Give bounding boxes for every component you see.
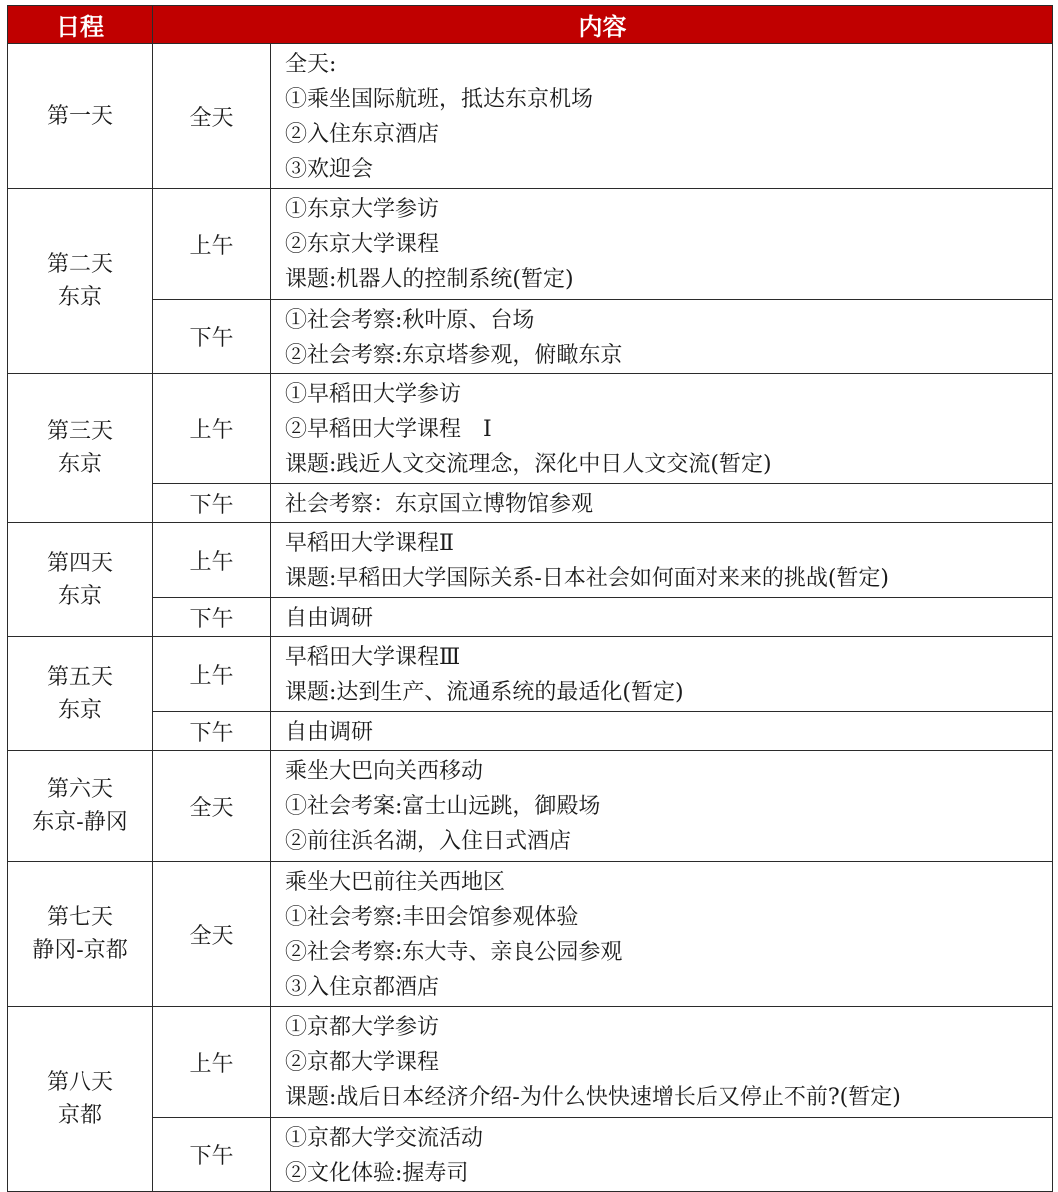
content-line: ②入住东京酒店 (285, 122, 440, 147)
day-location: 东京 (57, 583, 102, 609)
schedule-row (8, 523, 1053, 598)
day-label: 第七天 (46, 905, 113, 930)
schedule-row (8, 637, 1053, 712)
period-cell: 上午 (153, 523, 271, 598)
content-cell (271, 189, 1053, 300)
day-cell (8, 751, 153, 862)
content-line: ②社会考察:东大寺、亲良公园参观 (285, 940, 623, 965)
period-cell: 下午 (153, 1118, 271, 1192)
day-location: 东京 (57, 697, 102, 723)
content-line: ②京都大学课程 (285, 1050, 440, 1075)
period-cell: 全天 (153, 862, 271, 1007)
header-content: 内容 (153, 6, 1053, 44)
period-cell: 下午 (153, 598, 271, 637)
period-cell: 上午 (153, 374, 271, 484)
content-line: ①京都大学参访 (285, 1015, 440, 1040)
content-line: ①东京大学参访 (285, 197, 440, 222)
content-cell (271, 484, 1053, 523)
period-cell: 上午 (153, 1007, 271, 1118)
content-line: 乘坐大巴向关西移动 (285, 759, 484, 784)
content-line: 课题:战后日本经济介绍-为什么快快速增长后又停止不前?(暂定) (285, 1085, 901, 1110)
schedule-row (8, 374, 1053, 484)
day-label: 第五天 (46, 664, 113, 690)
content-line: ②前往浜名湖，入住日式酒店 (285, 829, 572, 854)
day-cell (8, 44, 153, 189)
content-line: ①社会考察:秋叶原、台场 (285, 308, 535, 333)
content-cell (271, 751, 1053, 862)
content-line: ②社会考察:东京塔参观，俯瞰东京 (285, 343, 623, 368)
content-line: ①早稻田大学参访 (285, 382, 462, 407)
content-line: ③欢迎会 (285, 157, 374, 182)
schedule-row (8, 751, 1053, 862)
day-location: 京都 (57, 1103, 102, 1128)
day-location: 东京-静冈 (32, 810, 128, 835)
schedule-row (8, 1118, 1053, 1192)
schedule-row (8, 712, 1053, 751)
content-cell (271, 523, 1053, 598)
day-label: 第六天 (46, 777, 113, 802)
content-cell (271, 300, 1053, 374)
content-line: 自由调研 (285, 720, 374, 745)
day-cell (8, 374, 153, 523)
schedule-row (8, 484, 1053, 523)
schedule-row (8, 1007, 1053, 1118)
day-cell (8, 189, 153, 374)
content-cell (271, 44, 1053, 189)
day-label: 第八天 (46, 1070, 113, 1095)
content-line: ①京都大学交流活动 (285, 1126, 484, 1151)
period-cell: 下午 (153, 712, 271, 751)
day-cell (8, 637, 153, 751)
schedule-row (8, 189, 1053, 300)
period-cell: 上午 (153, 637, 271, 712)
content-line: ①乘坐国际航班，抵达东京机场 (285, 87, 594, 112)
content-line: 早稻田大学课程Ⅲ (285, 645, 461, 670)
schedule-row (8, 300, 1053, 374)
content-line: ②文化体验:握寿司 (285, 1161, 469, 1186)
content-line: ②早稻田大学课程 Ⅰ (285, 417, 492, 442)
day-label: 第三天 (46, 419, 113, 444)
schedule-row (8, 598, 1053, 637)
content-cell (271, 712, 1053, 751)
schedule-table (7, 5, 1053, 1192)
content-line: 社会考察：东京国立博物馆参观 (285, 492, 594, 517)
content-line: 课题:践近人文交流理念，深化中日人文交流(暂定) (285, 452, 772, 477)
day-cell (8, 862, 153, 1007)
day-label: 第四天 (46, 550, 113, 576)
content-line: 早稻田大学课程Ⅱ (285, 531, 454, 556)
header-row (8, 6, 1053, 44)
day-label: 第一天 (46, 103, 113, 129)
content-cell (271, 598, 1053, 637)
schedule-row (8, 862, 1053, 1007)
header-schedule: 日程 (8, 6, 153, 44)
day-cell (8, 1007, 153, 1192)
content-cell (271, 374, 1053, 484)
content-line: ③入住京都酒店 (285, 975, 440, 1000)
day-location: 东京 (57, 285, 102, 310)
day-label: 第二天 (46, 252, 113, 277)
content-line: 全天: (285, 52, 337, 77)
schedule-row (8, 44, 1053, 189)
content-cell (271, 1007, 1053, 1118)
period-cell: 下午 (153, 484, 271, 523)
content-line: 课题:机器人的控制系统(暂定) (285, 267, 574, 292)
period-cell: 全天 (153, 44, 271, 189)
period-cell: 全天 (153, 751, 271, 862)
content-line: 乘坐大巴前往关西地区 (285, 870, 506, 895)
content-line: 自由调研 (285, 606, 374, 631)
day-location: 静冈-京都 (32, 938, 128, 963)
content-line: ②东京大学课程 (285, 232, 440, 257)
content-cell (271, 862, 1053, 1007)
content-line: ①社会考察:丰田会馆参观体验 (285, 905, 579, 930)
content-line: 课题:早稻田大学国际关系-日本社会如何面对来来的挑战(暂定) (285, 566, 890, 591)
content-line: 课题:达到生产、流通系统的最适化(暂定) (285, 680, 684, 705)
day-cell (8, 523, 153, 637)
day-location: 东京 (57, 452, 102, 477)
content-line: ①社会考案:富士山远跳，御殿场 (285, 794, 601, 819)
period-cell: 下午 (153, 300, 271, 374)
content-cell (271, 637, 1053, 712)
schedule-body (8, 6, 1053, 1192)
period-cell: 上午 (153, 189, 271, 300)
content-cell (271, 1118, 1053, 1192)
